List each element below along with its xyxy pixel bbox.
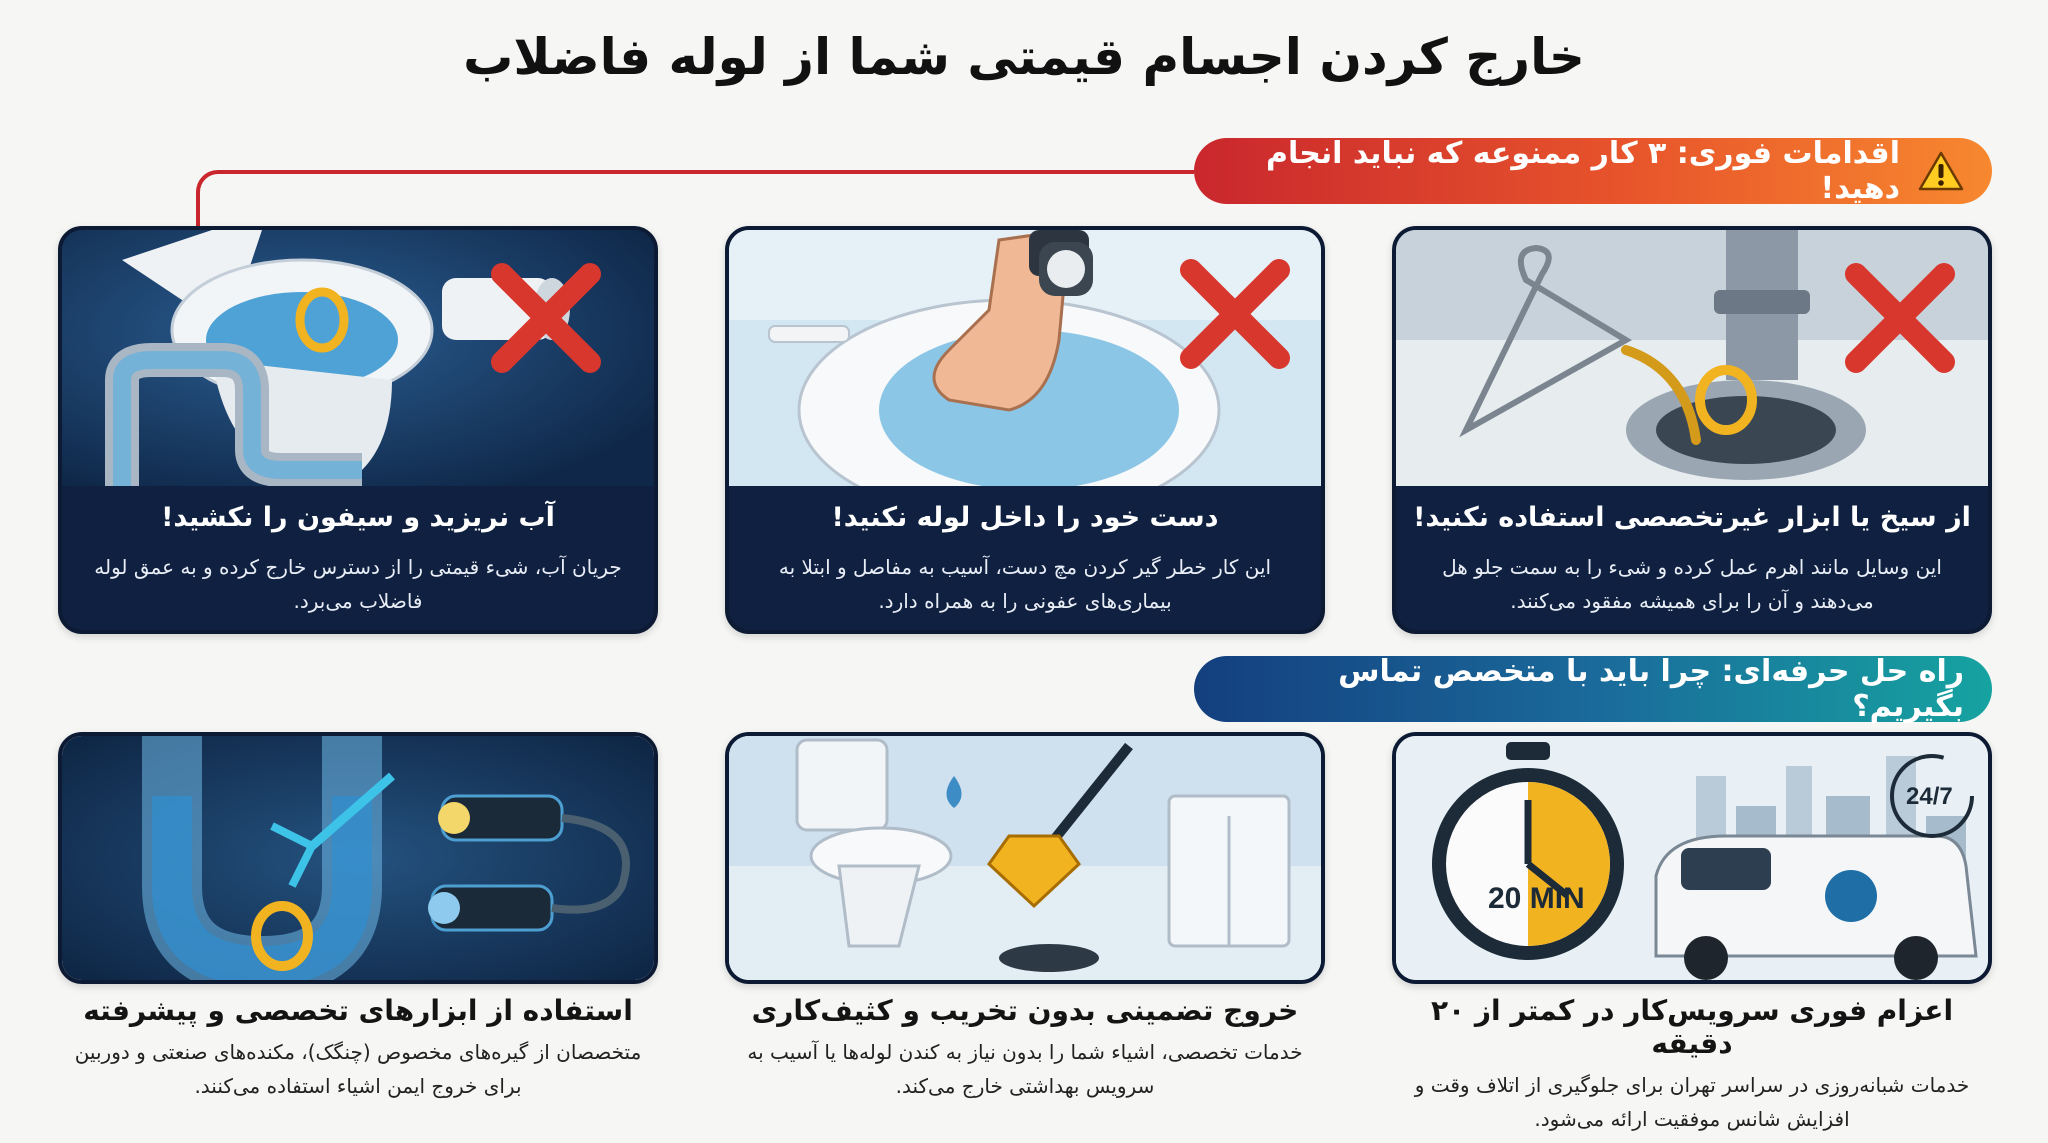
warning-banner-label: اقدامات فوری: ۳ کار ممنوعه که نباید انجام دهید!	[1265, 136, 1900, 206]
badge-label: 24/7	[1906, 783, 1953, 810]
warning-banner	[1194, 138, 1992, 204]
solution-card-fast	[1392, 732, 1992, 984]
dont-card-description: جریان آب، شیء قیمتی را از دسترس خارج کرده و به عمق لوله فاضلاب می‌برد.	[94, 555, 622, 613]
solution-title: استفاده از ابزارهای تخصصی و پیشرفته	[83, 994, 633, 1027]
dont-card-tools-illustration	[1396, 230, 1988, 486]
solution-description: متخصصان از گیره‌های مخصوص (چنگک)، مکنده‌های صنعتی و دوربین برای خروج ایمن اشیاء استفاده می‌کنند.	[74, 1040, 642, 1098]
solution-card-tools	[58, 732, 658, 984]
solution-text-fast	[1392, 994, 1992, 1136]
page-title: خارج کردن اجسام قیمتی شما از لوله فاضلاب	[463, 28, 1585, 86]
solution-banner	[1194, 656, 1992, 722]
dont-card-flush-illustration	[62, 230, 654, 486]
dont-card-title: آب نریزید و سیفون را نکشید!	[161, 502, 555, 533]
dont-card-hand	[725, 226, 1325, 634]
banner-connector-line	[196, 170, 1194, 230]
solution-card-clean	[725, 732, 1325, 984]
dont-card-title: از سیخ یا ابزار غیرتخصصی استفاده نکنید!	[1413, 502, 1971, 533]
solution-description: خدمات تخصصی، اشیاء شما را بدون نیاز به کندن لوله‌ها یا آسیب به سرویس بهداشتی خارج می‌کند.	[747, 1040, 1303, 1098]
solution-text-tools	[58, 994, 658, 1103]
sink-cabinet-icon	[1169, 796, 1289, 946]
dont-card-flush	[58, 226, 658, 634]
solution-banner-label: راه حل حرفه‌ای: چرا باید با متخصص تماس بگیریم؟	[1338, 654, 1964, 724]
solution-description: خدمات شبانه‌روزی در سراسر تهران برای جلوگیری از اتلاف وقت و افزایش شانس موفقیت ارائه می‌شود.	[1414, 1073, 1970, 1131]
stopwatch-label: 20 MIN	[1488, 882, 1585, 915]
solution-title: خروج تضمینی بدون تخریب و کثیف‌کاری	[751, 994, 1299, 1027]
warning-triangle-icon	[1918, 150, 1964, 192]
solution-text-clean	[725, 994, 1325, 1103]
watch-icon	[1039, 242, 1093, 296]
dont-card-description: این کار خطر گیر کردن مچ دست، آسیب به مفاصل و ابتلا به بیماری‌های عفونی را به همراه دارد.	[778, 555, 1272, 613]
dont-card-tools	[1392, 226, 1992, 634]
dont-card-description: این وسایل مانند اهرم عمل کرده و شیء را به سمت جلو هل می‌دهند و آن را برای همیشه مفقود می‌کنند.	[1442, 555, 1942, 613]
dont-card-hand-illustration	[729, 230, 1321, 486]
dont-card-title: دست خود را داخل لوله نکنید!	[831, 502, 1219, 533]
solution-title: اعزام فوری سرویس‌کار در کمتر از ۲۰ دقیقه	[1430, 994, 1954, 1060]
